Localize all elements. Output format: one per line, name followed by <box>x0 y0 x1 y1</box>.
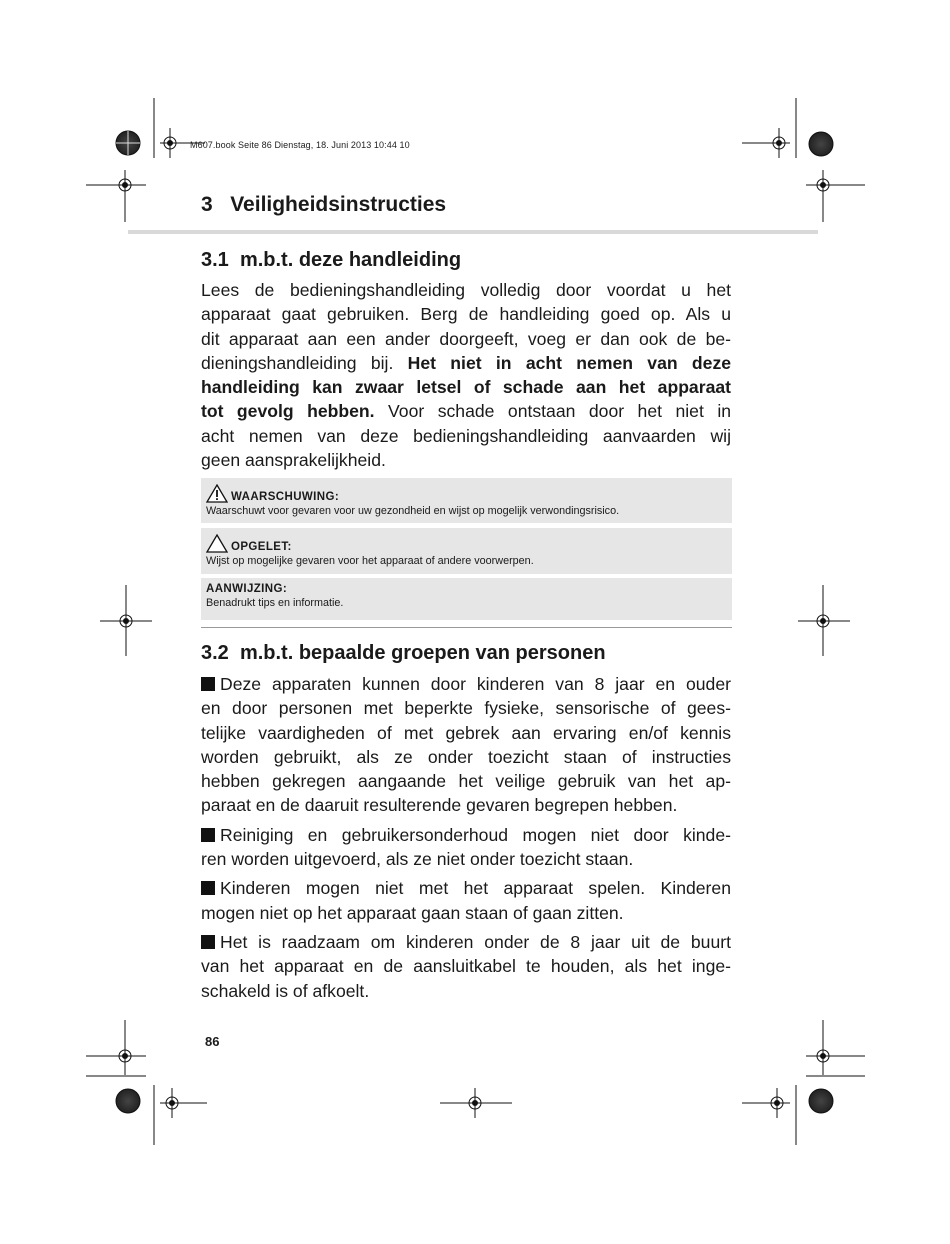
bullet-item <box>201 672 731 818</box>
section-heading-3-1 <box>201 249 461 272</box>
notice-text: Benadrukt tips en informatie. <box>206 597 344 609</box>
paragraph-bold-text: handleiding kan zwaar letsel of schade aan het apparaat <box>201 377 731 398</box>
bullet-text: Reiniging en gebruikersonderhoud mogen niet door kinde- <box>220 824 731 845</box>
page-number: 86 <box>205 1034 220 1049</box>
bullet-line: telijke vaardigheden of met gebrek aan ervaring en/of kennis <box>201 722 731 743</box>
paragraph-line: Lees de bedieningshandleiding volledig door voordat u het <box>201 280 731 300</box>
bullet-line: van het apparaat en de aansluitkabel te houden, als het inge- <box>201 956 731 977</box>
bullet-text: Deze apparaten kunnen door kinderen van 8 jaar en ouder <box>220 674 731 694</box>
bullet-square-icon <box>201 881 215 895</box>
bullet-square-icon <box>201 935 215 949</box>
bullet-line: worden gebruikt, als ze onder toezicht staan of instructies <box>201 746 731 767</box>
chapter-title <box>201 193 446 217</box>
notice-title: OPGELET: <box>231 541 292 553</box>
bullet-item <box>201 930 731 1003</box>
notice-text: Wijst op mogelijke gevaren voor het apparaat of andere voorwerpen. <box>206 555 534 567</box>
notice-divider <box>201 627 732 628</box>
paragraph-text: dieningshandleiding bij. <box>201 352 394 373</box>
bullet-item <box>201 823 731 872</box>
notice-caution <box>201 528 732 574</box>
bullet-square-icon <box>201 828 215 842</box>
bullet-line: paraat en de daaruit resulterende gevaren begrepen hebben. <box>201 795 678 816</box>
bullet-line <box>201 823 731 847</box>
notice-warning <box>201 478 732 523</box>
paragraph-line <box>201 375 731 399</box>
chapter-number: 3 <box>201 193 213 216</box>
chapter-divider <box>128 230 818 234</box>
paragraph-line: geen aansprakelijkheid. <box>201 450 386 471</box>
notice-title: AANWIJZING: <box>206 583 288 595</box>
notice-title: WAARSCHUWING: <box>231 491 340 503</box>
paragraph-line: dit apparaat aan een ander doorgeeft, voeg er dan ook de be- <box>201 328 731 349</box>
registration-target-icon <box>809 132 833 156</box>
registration-target-icon <box>809 1089 833 1113</box>
paragraph-bold-text: tot gevolg hebben. <box>201 401 375 422</box>
paragraph-line: acht nemen van deze bedieningshandleiding aanvaarden wij <box>201 425 731 446</box>
bullet-line: schakeld is of afkoelt. <box>201 980 370 1001</box>
paragraph-line <box>201 399 731 423</box>
print-info-header: M607.book Seite 86 Dienstag, 18. Juni 2013 10:44 10 <box>190 140 410 150</box>
paragraph-line <box>201 351 731 375</box>
bullet-line <box>201 930 731 954</box>
bullet-line: mogen niet op het apparaat gaan staan of gaan zitten. <box>201 902 624 923</box>
bullet-line: ren worden uitgevoerd, als ze niet onder toezicht staan. <box>201 849 634 870</box>
bullet-text: Het is raadzaam om kinderen onder de 8 jaar uit de buurt <box>220 931 731 952</box>
paragraph-bold-text: Het niet in acht nemen van deze <box>407 352 732 373</box>
chapter-title-text: Veiligheidsinstructies <box>230 193 447 216</box>
paragraph-text: Voor schade ontstaan door het niet in <box>388 401 732 422</box>
bullet-list <box>201 672 731 1003</box>
section-title: m.b.t. deze handleiding <box>239 249 462 271</box>
caution-triangle-icon <box>206 534 228 553</box>
registration-target-icon <box>116 1089 140 1113</box>
notice-hint <box>201 578 732 620</box>
section-number: 3.2 <box>201 642 229 664</box>
section-number: 3.1 <box>201 249 229 271</box>
paragraph-line: apparaat gaat gebruiken. Berg de handleiding goed op. Als u <box>201 304 731 325</box>
bullet-text: Kinderen mogen niet met het apparaat spelen. Kinderen <box>220 878 731 899</box>
section-title: m.b.t. bepaalde groepen van personen <box>239 642 606 664</box>
bullet-square-icon <box>201 677 215 691</box>
notice-text: Waarschuwt voor gevaren voor uw gezondheid en wijst op mogelijk verwondingsrisico. <box>206 505 620 517</box>
bullet-line: en door personen met beperkte fysieke, sensorische of gees- <box>201 698 731 719</box>
section-3-1-paragraph <box>201 278 731 472</box>
bullet-item <box>201 876 731 925</box>
bullet-line: hebben gekregen aangaande het veilige gebruik van het ap- <box>201 771 731 792</box>
section-heading-3-2 <box>201 642 606 665</box>
registration-target-icon <box>116 131 140 155</box>
bullet-line <box>201 672 731 696</box>
bullet-line <box>201 876 731 900</box>
warning-triangle-icon <box>206 484 228 503</box>
